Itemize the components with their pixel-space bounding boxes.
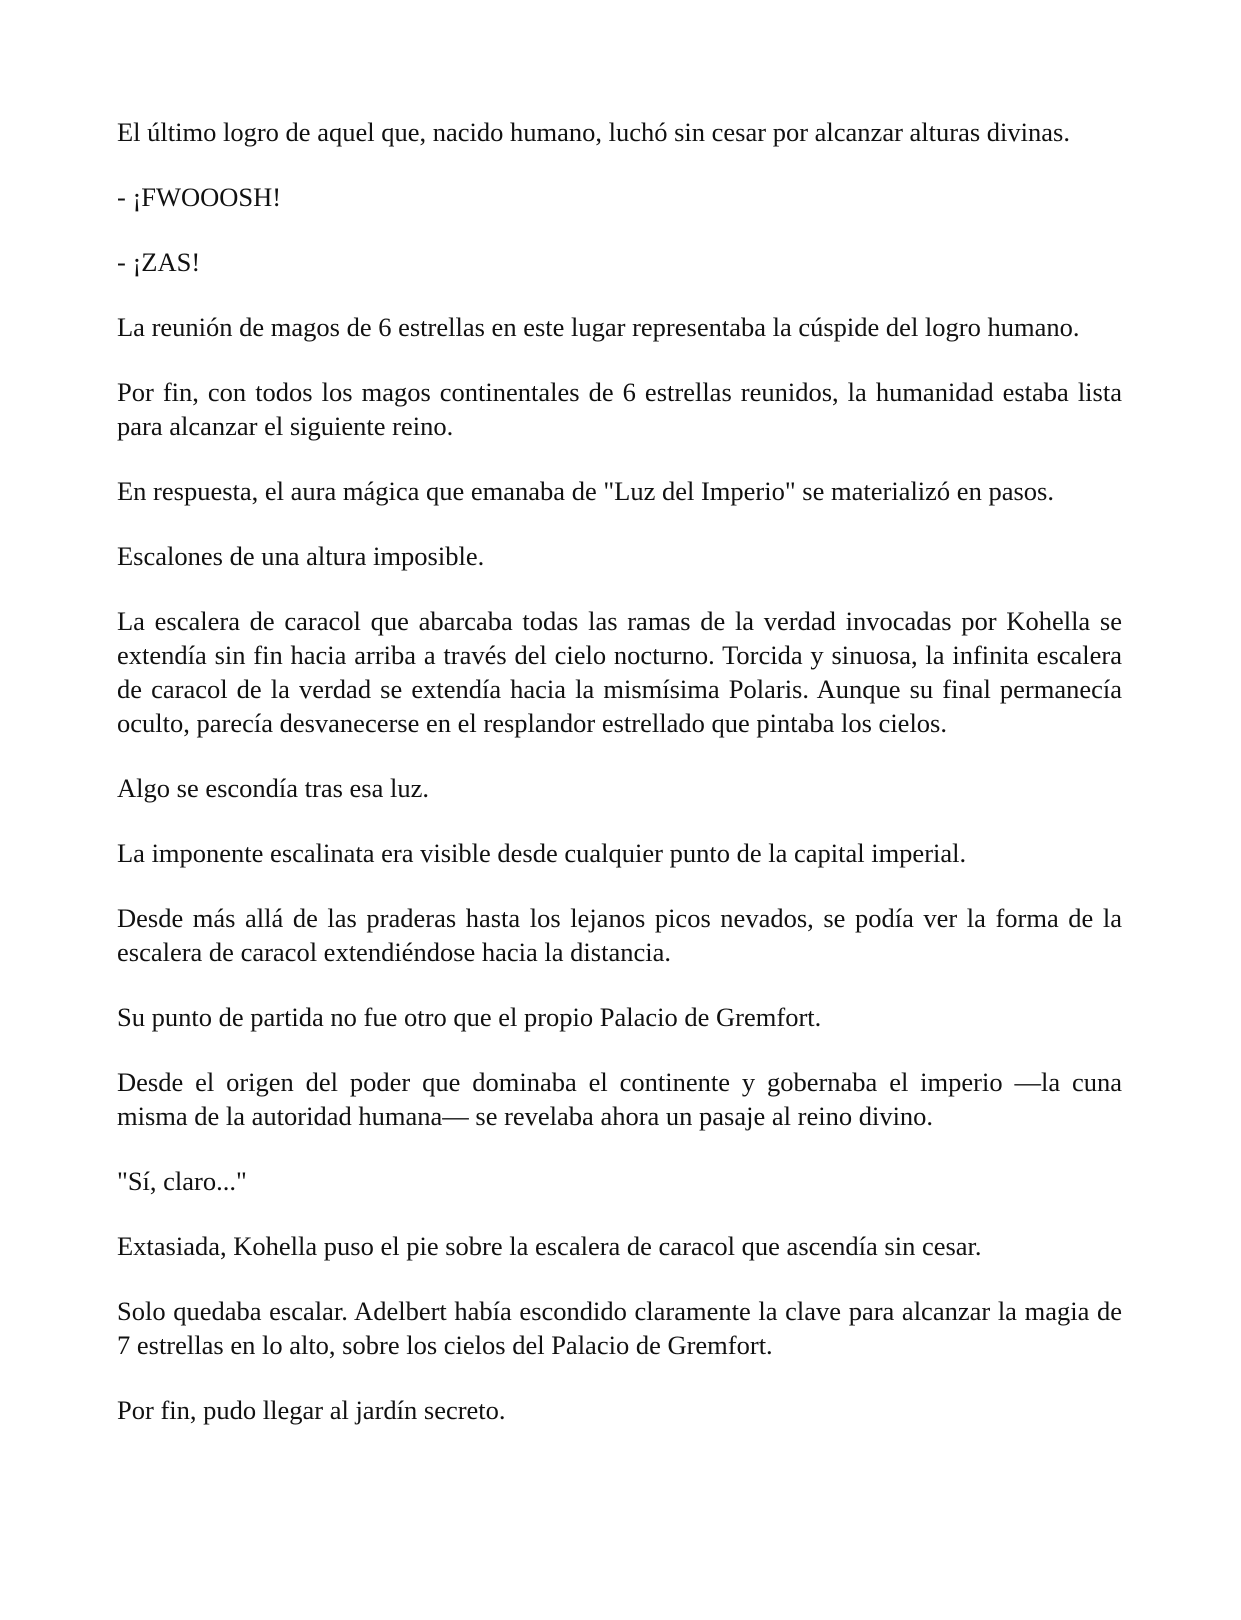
paragraph: Solo quedaba escalar. Adelbert había escondido claramente la clave para alcanzar la magia de 7 estrellas en lo alto, sobre los cielos del Palacio de Gremfort. [117, 1296, 1122, 1360]
paragraph: - ¡FWOOOSH! [117, 182, 282, 212]
paragraph: Su punto de partida no fue otro que el propio Palacio de Gremfort. [117, 1002, 822, 1032]
paragraph: Algo se escondía tras esa luz. [117, 773, 430, 803]
paragraph: La reunión de magos de 6 estrellas en este lugar representaba la cúspide del logro humano. [117, 312, 1080, 342]
paragraph: La imponente escalinata era visible desde cualquier punto de la capital imperial. [117, 838, 967, 868]
paragraph: - ¡ZAS! [117, 247, 201, 277]
paragraph: En respuesta, el aura mágica que emanaba de "Luz del Imperio" se materializó en pasos. [117, 476, 1054, 506]
paragraph: Desde más allá de las praderas hasta los lejanos picos nevados, se podía ver la forma de la escalera de caracol extendiéndose hacia la distancia. [117, 903, 1122, 967]
paragraph: Desde el origen del poder que dominaba el continente y gobernaba el imperio —la cuna misma de la autoridad humana— se revelaba ahora un pasaje al reino divino. [117, 1067, 1122, 1131]
paragraph: Por fin, pudo llegar al jardín secreto. [117, 1395, 506, 1425]
paragraph: El último logro de aquel que, nacido humano, luchó sin cesar por alcanzar alturas divinas. [117, 117, 1070, 147]
paragraph: Escalones de una altura imposible. [117, 541, 485, 571]
paragraph: La escalera de caracol que abarcaba todas las ramas de la verdad invocadas por Kohella se extendía sin fin hacia arriba a través del cielo nocturno. Torcida y sinuosa, la infinita escalera de caracol de la verdad se extendía hacia la mismísima Polaris. Aunque su final permanecía oculto, parecía desvanecerse en el resplandor estrellado que pintaba los cielos. [117, 606, 1122, 738]
paragraph: Extasiada, Kohella puso el pie sobre la escalera de caracol que ascendía sin cesar. [117, 1231, 982, 1261]
document-page [117, 115, 1122, 1427]
paragraph: Por fin, con todos los magos continentales de 6 estrellas reunidos, la humanidad estaba lista para alcanzar el siguiente reino. [117, 377, 1122, 441]
paragraph: "Sí, claro..." [117, 1166, 247, 1196]
